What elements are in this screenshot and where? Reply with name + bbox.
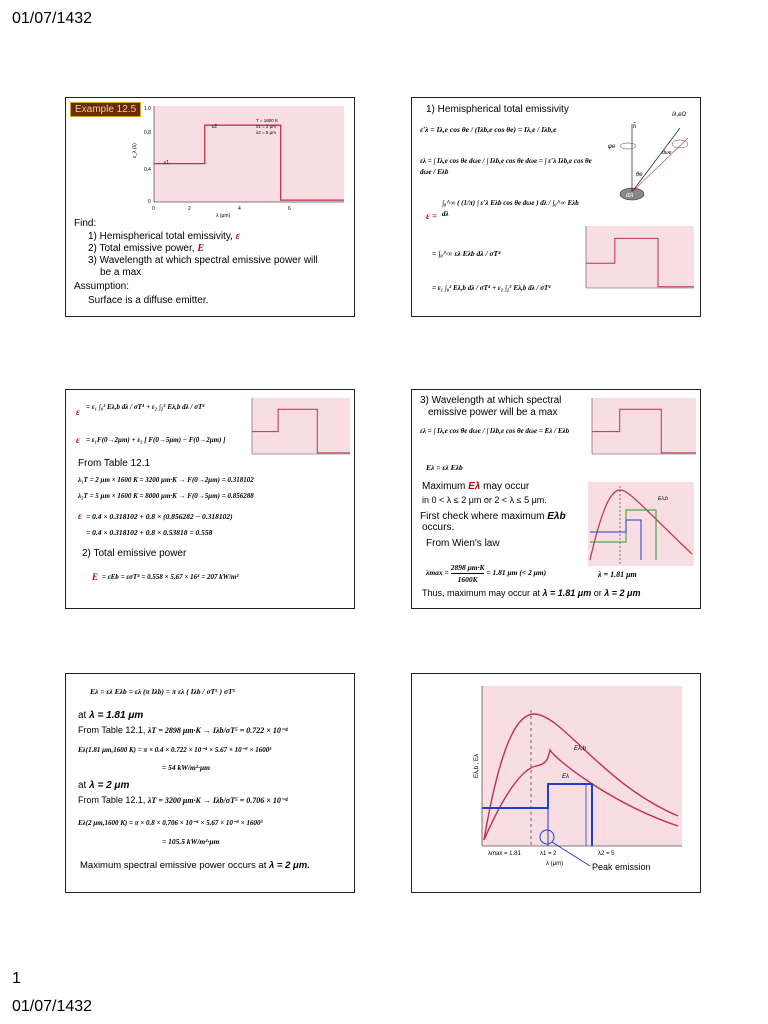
theta-label: θe [636, 172, 643, 178]
intensity-label: Iλ,eΩ [672, 112, 687, 118]
x-axis-label: λ (μm) [546, 861, 564, 867]
equation-epsilon-substitution: = 0.4 × 0.318102 + 0.8 × (0.856282 − 0.318102) [86, 512, 233, 521]
result-54: = 54 kW/m²·μm [162, 763, 210, 772]
xtick-6: 6 [288, 206, 291, 212]
peak-emission-chart [412, 674, 701, 893]
equation-e-lambda-intensity: Eλ = ελ Eλb = ελ (π Iλb) = π ελ ( Iλb / σT⁵ ) σT⁵ [90, 687, 236, 696]
xtick-2: 2 [188, 206, 191, 212]
equation-spectral-emissivity-ratio: ελ = ∫ Iλ,e cos θe dωe / ∫ Iλb,e cos θe dωe = Eλ / Eλb [420, 427, 570, 435]
label-e2: ε2 [212, 124, 218, 130]
emissivity-step-chart [66, 98, 355, 218]
slide-example-12-5 [65, 97, 355, 317]
table-line-1: From Table 12.1, λT = 2898 μm·K → Iλb/σT⁵ = 0.722 × 10⁻⁴ [78, 725, 288, 735]
find-item-2: 2) Total emissive power, E [88, 243, 204, 254]
slide-max-wavelength [411, 389, 701, 609]
emissivity-thumb-chart-4 [582, 396, 698, 464]
equation-fraction-5um: λ₂T = 5 μm × 1600 K = 8000 μm·K → F(0→5μm) = 0.856288 [78, 492, 254, 500]
date-top: 01/07/1432 [12, 10, 93, 27]
at-181: at λ = 1.81 μm [78, 710, 144, 721]
assumption-text: Surface is a diffuse emitter. [88, 295, 209, 306]
l1-label: λ1 = 2 [540, 851, 557, 857]
thumb-elb-label: Eλ,b [658, 496, 668, 502]
ytick-0: 0 [148, 199, 151, 205]
first-check-line: First check where maximum Eλb [420, 511, 566, 522]
equation-spectral-emissivity: ελ = ∫ Iλ,e cos θe dωe / ∫ Iλb,e cos θe dωe = ∫ ε′λ Iλb,e cos θe dωe / Eλb [420, 157, 592, 176]
da-label: dA [626, 193, 634, 199]
peak-emission-label: Peak emission [592, 862, 651, 872]
date-bottom: 01/07/1432 [12, 998, 93, 1015]
result-105: = 105.5 kW/m²·μm [162, 837, 220, 846]
equation-e-181: Eλ(1.81 μm,1600 K) = π × 0.4 × 0.722 × 10⁻⁴ × 5.67 × 10⁻⁸ × 1600⁵ [78, 746, 272, 754]
phi-label: φe [608, 144, 616, 150]
ytick-1: 1.0 [144, 106, 151, 112]
legend-l1: λ1 = 2 μm [256, 124, 276, 129]
emissive-power-thumb-chart [586, 480, 696, 568]
wien-label: From Wien's law [426, 538, 500, 549]
find-item-3: 3) Wavelength at which spectral emissive power will [88, 255, 318, 266]
table-line-2: From Table 12.1, λT = 3200 μm·K → Iλb/σT⁵ = 0.706 × 10⁻⁴ [78, 795, 288, 805]
xtick-0: 0 [152, 206, 155, 212]
equation-e-2: Eλ(2 μm,1600 K) = π × 0.8 × 0.706 × 10⁻⁴ × 5.67 × 10⁻⁸ × 1600⁵ [78, 819, 263, 827]
slide-title: 1) Hemispherical total emissivity [426, 104, 569, 115]
equation-epsilon-fractions: = ε₁F(0→2μm) + ε₂ [ F(0→5μm) − F(0→2μm) ] [86, 436, 226, 444]
el-label: Eλ [562, 774, 569, 780]
title-line-1: 3) Wavelength at which spectral [420, 395, 562, 406]
plot-background [154, 106, 344, 202]
directional-diagram [602, 106, 697, 206]
equation-wien: λmax = $\frac{2898 \mu m\cdot K}{1600K}$ = 1.81 μm (< 2 μm) [426, 563, 547, 584]
slide-spectral-power-values [65, 673, 355, 893]
equation-total-emissivity-sigma: = ∫₀^∞ ελ Eλb dλ / σT⁴ [432, 249, 501, 258]
total-emissive-power-heading: 2) Total emissive power [82, 548, 187, 559]
label-e1: ε1 [164, 160, 170, 166]
emissivity-thumb-chart-3 [242, 396, 352, 464]
eps-lhs-3: ε [78, 511, 82, 521]
legend-t: T = 1600 K [256, 118, 279, 123]
normal-label: n̂ [633, 124, 637, 130]
equation-fraction-2um: λ₁T = 2 μm × 1600 K = 3200 μm·K → F(0→2μm) = 0.318102 [78, 476, 254, 484]
conclusion: Maximum spectral emissive power occurs at λ = 2 μm. [80, 860, 310, 871]
x-axis-label: λ (μm) [216, 213, 231, 219]
l2-label: λ2 = 5 [598, 851, 615, 857]
ytick-04: 0.4 [144, 167, 151, 173]
xtick-4: 4 [238, 206, 241, 212]
find-item-3b: be a max [100, 267, 142, 278]
equation-epsilon-result: = 0.4 × 0.318102 + 0.8 × 0.53818 = 0.558 [86, 528, 213, 537]
title-line-2: emissive power will be a max [428, 407, 558, 418]
legend-l2: λ2 = 5 μm [256, 130, 276, 135]
slide-peak-emission-chart [411, 673, 701, 893]
slide-emissivity-calculation [65, 389, 355, 609]
y-axis-label: ε_λ (λ) [132, 143, 138, 158]
eps-lhs-1: ε [76, 407, 80, 417]
equation-directional-emissivity: ε′λ = Iλ,e cos θe / (Iλb,e cos θe) = Iλ,e / Iλb,e [420, 125, 557, 134]
find-heading: Find: [74, 218, 97, 229]
assumption-heading: Assumption: [74, 281, 130, 292]
ytick-08: 0.8 [144, 130, 151, 136]
y-axis-label: Eλ,b , Eλ [474, 753, 480, 778]
occurs-line: occurs. [422, 522, 455, 533]
equation-total-emissivity: ∫₀^∞ ( (1/π) ∫ ε′λ Eλb cos θe dωe ) dλ / ∫₀^∞ Eλb dλ [442, 199, 579, 218]
from-table-label: From Table 12.1 [78, 458, 151, 469]
lambda-181-label: λ = 1.81 μm [598, 570, 637, 579]
e-lhs: E [92, 572, 99, 582]
at-2: at λ = 2 μm [78, 780, 130, 791]
lmax-label: λmax = 1.81 [488, 851, 521, 857]
range-line: in 0 < λ ≤ 2 μm or 2 < λ ≤ 5 μm. [422, 495, 547, 505]
page-number: 1 [12, 970, 21, 987]
equation-split-integral: = ε₁ ∫₀² Eλ,b dλ / σT⁴ + ε₂ ∫₂⁵ Eλ,b dλ / σT⁴ [432, 284, 551, 292]
equation-total-emissive-power: = εEb = εσT⁴ = 0.558 × 5.67 × 16⁴ = 207 kW/m² [102, 573, 239, 581]
example-tag: Example 12.5 [70, 102, 141, 117]
elb-label: Eλ,b [574, 746, 586, 752]
epsilon-symbol: ε = [426, 211, 438, 221]
maximum-line: Maximum Eλ may occur [422, 481, 530, 492]
eps-lhs-2: ε [76, 435, 80, 445]
slide-hemispherical-emissivity [411, 97, 701, 317]
domega-label: dωe [662, 150, 672, 156]
find-item-1: 1) Hemispherical total emissivity, ε [88, 231, 240, 242]
equation-epsilon-integrals: = ε₁ ∫₀² Eλ,b dλ / σT⁴ + ε₂ ∫₂⁵ Eλ,b dλ / σT⁴ [86, 403, 205, 411]
emissivity-thumb-chart [572, 222, 696, 300]
equation-e-lambda: Eλ = ελ Eλb [426, 463, 463, 472]
thus-line: Thus, maximum may occur at λ = 1.81 μm or λ = 2 μm [422, 588, 641, 598]
